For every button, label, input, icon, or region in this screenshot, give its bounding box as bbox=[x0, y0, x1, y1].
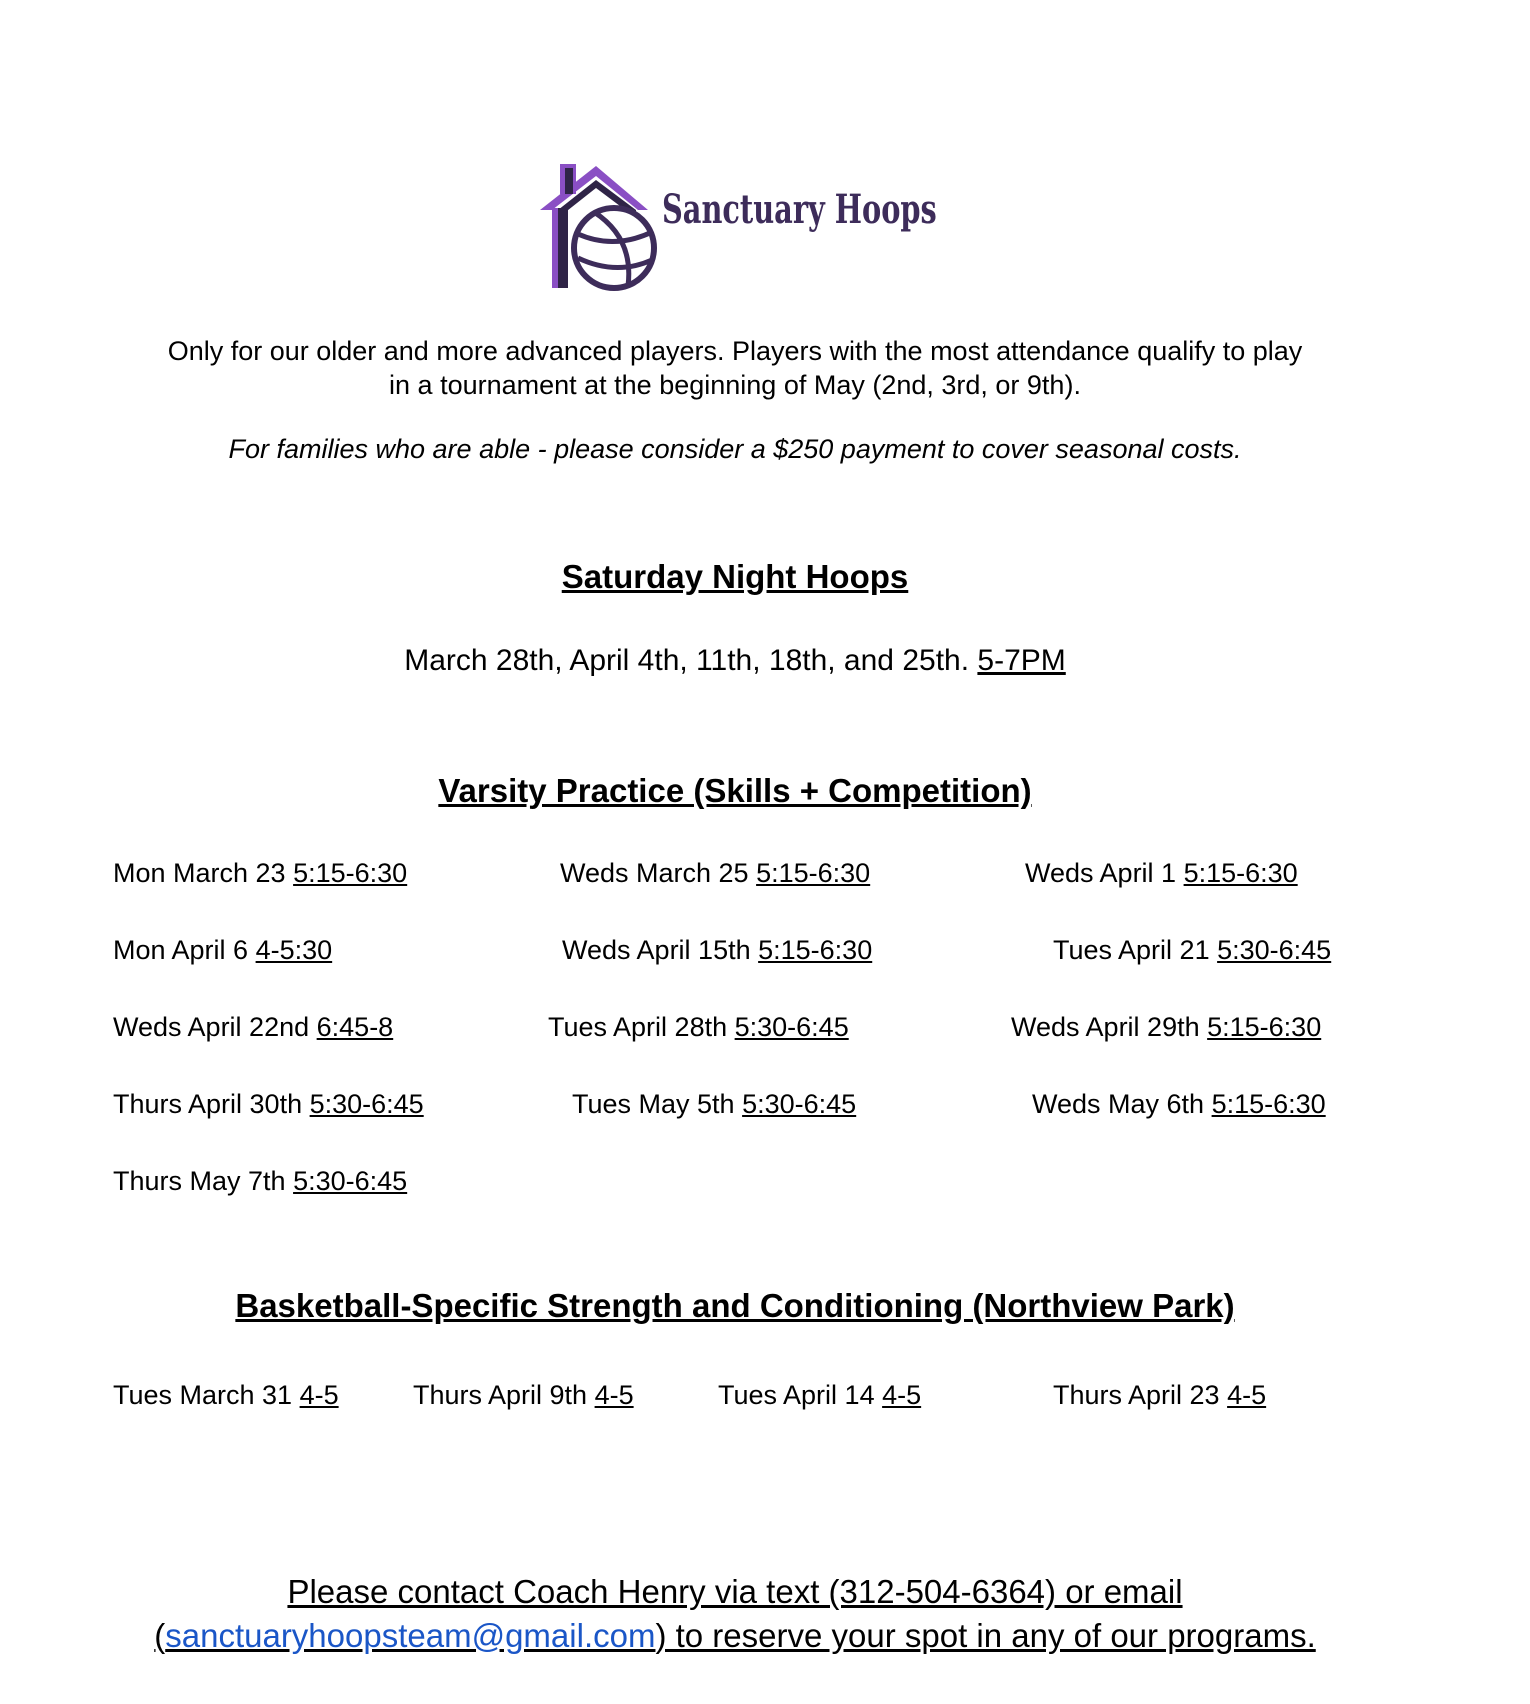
session-time: 4-5 bbox=[594, 1380, 634, 1410]
session-time: 4-5 bbox=[1227, 1380, 1267, 1410]
session-time: 4-5 bbox=[299, 1380, 339, 1410]
session-time: 4-5 bbox=[882, 1380, 922, 1410]
strength-session bbox=[413, 1380, 634, 1411]
session-time: 5:15-6:30 bbox=[1183, 858, 1298, 888]
varsity-session bbox=[113, 858, 407, 889]
varsity-heading: Varsity Practice (Skills + Competition) bbox=[438, 772, 1032, 809]
session-day: Weds April 15th bbox=[562, 935, 751, 965]
contact-paragraph bbox=[0, 1570, 1470, 1658]
session-time: 5:15-6:30 bbox=[293, 858, 408, 888]
email-link[interactable]: sanctuaryhoopsteam@gmail.com bbox=[165, 1617, 656, 1654]
saturday-heading: Saturday Night Hoops bbox=[561, 558, 909, 595]
session-day: Mon March 23 bbox=[113, 858, 286, 888]
saturday-dates-text: March 28th, April 4th, 11th, 18th, and 25th. bbox=[404, 644, 970, 677]
session-time: 5:30-6:45 bbox=[742, 1089, 857, 1119]
varsity-session bbox=[1053, 935, 1331, 966]
varsity-session bbox=[572, 1089, 856, 1120]
contact-line-1: Please contact Coach Henry via text (312-504-6364) or email bbox=[287, 1573, 1183, 1610]
session-day: Tues April 14 bbox=[718, 1380, 875, 1410]
varsity-session bbox=[1011, 1012, 1321, 1043]
session-time: 5:15-6:30 bbox=[758, 935, 873, 965]
varsity-session bbox=[1025, 858, 1298, 889]
varsity-session bbox=[560, 858, 870, 889]
strength-session bbox=[1053, 1380, 1266, 1411]
contact-line-2-rest: ) to reserve your spot in any of our programs. bbox=[655, 1617, 1316, 1654]
session-day: Mon April 6 bbox=[113, 935, 249, 965]
house-basketball-icon bbox=[538, 158, 658, 294]
session-time: 5:15-6:30 bbox=[756, 858, 871, 888]
session-day: Thurs April 30th bbox=[113, 1089, 303, 1119]
sanctuary-hoops-logo bbox=[538, 158, 937, 294]
session-time: 5:30-6:45 bbox=[309, 1089, 424, 1119]
session-day: Thurs April 9th bbox=[413, 1380, 588, 1410]
saturday-time: 5-7PM bbox=[977, 644, 1066, 677]
strength-session bbox=[718, 1380, 921, 1411]
session-time: 4-5:30 bbox=[255, 935, 333, 965]
session-day: Weds May 6th bbox=[1032, 1089, 1205, 1119]
intro-paragraph bbox=[0, 334, 1470, 402]
intro-line-1: Only for our older and more advanced players. Players with the most attendance qualify to play bbox=[167, 336, 1303, 366]
session-time: 5:15-6:30 bbox=[1207, 1012, 1322, 1042]
session-day: Weds April 22nd bbox=[113, 1012, 310, 1042]
session-time: 5:30-6:45 bbox=[734, 1012, 849, 1042]
open-paren: ( bbox=[154, 1617, 166, 1654]
strength-heading: Basketball-Specific Strength and Conditioning (Northview Park) bbox=[235, 1287, 1235, 1324]
strength-session bbox=[113, 1380, 339, 1411]
session-day: Thurs April 23 bbox=[1053, 1380, 1220, 1410]
varsity-session bbox=[1032, 1089, 1326, 1120]
session-day: Weds April 29th bbox=[1011, 1012, 1200, 1042]
varsity-session bbox=[113, 1089, 424, 1120]
varsity-session bbox=[113, 935, 332, 966]
session-time: 6:45-8 bbox=[316, 1012, 394, 1042]
session-day: Tues March 31 bbox=[113, 1380, 293, 1410]
varsity-session bbox=[113, 1012, 393, 1043]
session-day: Tues April 21 bbox=[1053, 935, 1210, 965]
session-time: 5:15-6:30 bbox=[1211, 1089, 1326, 1119]
session-day: Weds March 25 bbox=[560, 858, 749, 888]
session-day: Weds April 1 bbox=[1025, 858, 1177, 888]
session-day: Thurs May 7th bbox=[113, 1166, 286, 1196]
session-day: Tues May 5th bbox=[572, 1089, 735, 1119]
session-time: 5:30-6:45 bbox=[1217, 935, 1332, 965]
contact-line-2 bbox=[0, 1614, 1470, 1658]
payment-note: For families who are able - please consider a $250 payment to cover seasonal costs. bbox=[228, 434, 1242, 464]
varsity-session bbox=[562, 935, 872, 966]
varsity-session bbox=[113, 1166, 407, 1197]
session-time: 5:30-6:45 bbox=[293, 1166, 408, 1196]
saturday-dates bbox=[0, 644, 1470, 678]
session-day: Tues April 28th bbox=[548, 1012, 728, 1042]
intro-line-2: in a tournament at the beginning of May (2nd, 3rd, or 9th). bbox=[389, 370, 1081, 400]
varsity-session bbox=[548, 1012, 849, 1043]
logo-text: Sanctuary Hoops bbox=[662, 186, 937, 233]
